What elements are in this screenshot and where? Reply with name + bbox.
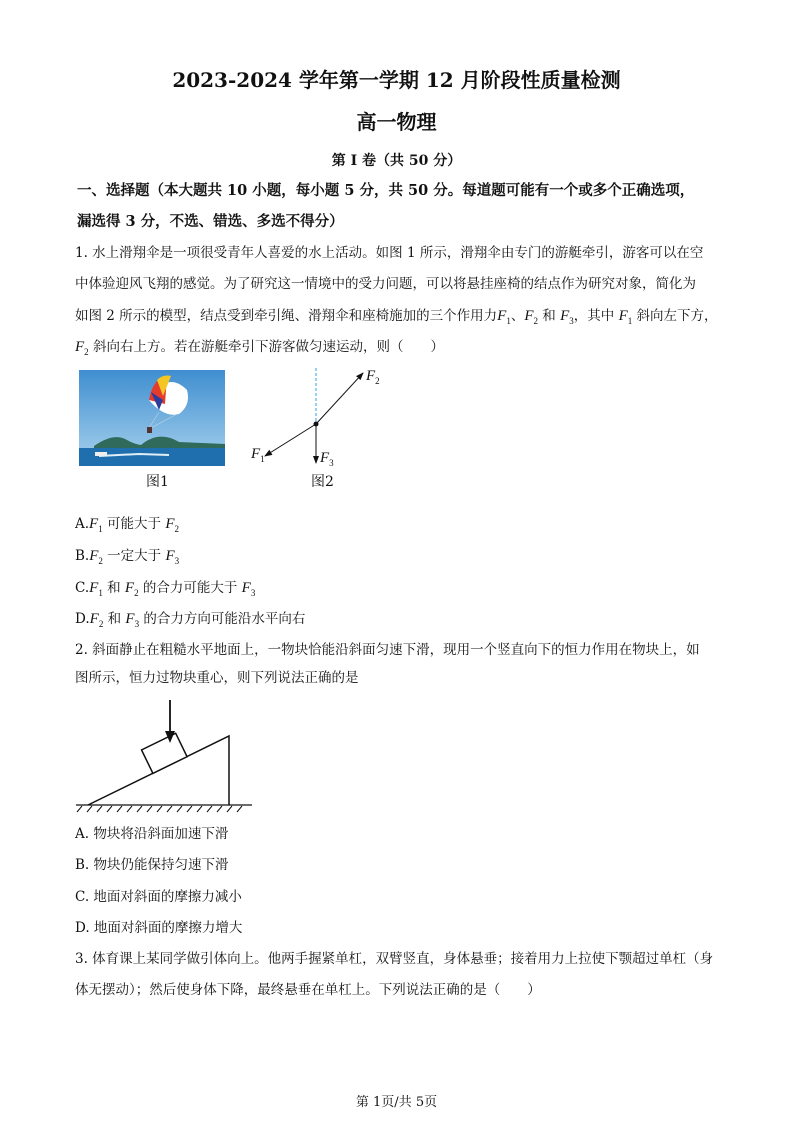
text-segment: D. [75, 611, 90, 627]
text-segment: 2. 斜面静止在粗糙水平地面上，一物块恰能沿斜面匀速下滑，现用一个竖直向下的恒力作用在物块上，如 [75, 642, 700, 658]
force-variable: $F_2$ [165, 516, 179, 534]
text-segment: A. 物块将沿斜面加速下滑 [75, 826, 229, 842]
text-segment: 如图 2 所示的模型，结点受到牵引绳、滑翔伞和座椅施加的三个作用力 [75, 308, 498, 324]
force-variable: $F_2$ [89, 611, 104, 629]
text-segment: 中体验迎风飞翔的感觉。为了研究这一情境中的受力问题，可以将悬挂座椅的结点作为研究对象，简化为 [75, 276, 696, 292]
text-segment: D. 地面对斜面的摩擦力增大 [75, 920, 243, 936]
q1-option-d[interactable] [75, 610, 305, 633]
q1-line [75, 244, 703, 262]
force-variable: $F_2$ [524, 308, 539, 326]
text-segment: 体无摆动）；然后使身体下降，最终悬垂在单杠上。下列说法正确的是（ ） [75, 982, 541, 998]
f2-label: $F_2$ [366, 368, 380, 386]
force-variable: $F_1$ [618, 308, 633, 326]
force-f1-arrow [265, 424, 316, 456]
q1-line [75, 338, 444, 361]
q3-line [75, 981, 541, 999]
exam-title: 2023-2024 学年第一学期 12 月阶段性质量检测 [172, 68, 621, 92]
figure1-caption: 图1 [146, 474, 169, 490]
text-segment: B. 物块仍能保持匀速下滑 [75, 857, 229, 873]
volume-title: 第 I 卷（共 50 分） [331, 153, 462, 169]
text-segment: 1. 水上滑翔伞是一项很受青年人喜爱的水上活动。如图 1 所示，滑翔伞由专门的游艇牵引，游客可以在空 [75, 245, 704, 261]
text-segment: A. [75, 516, 90, 532]
q3-line [75, 950, 713, 968]
force-variable: $F_2$ [124, 580, 139, 598]
text-segment: 斜向左下方， [632, 308, 718, 324]
force-f2-arrow [316, 373, 363, 424]
q1-line [75, 275, 696, 293]
force-variable: $F_3$ [241, 580, 256, 598]
force-variable: $F_2$ [89, 548, 103, 566]
q2-option-c[interactable] [75, 888, 242, 906]
section-heading-line1: 一、选择题（本大题共 10 小题，每小题 5 分，共 50 分。每道题可能有一个或多个正确选项， [77, 182, 695, 199]
q1-option-b[interactable] [75, 547, 179, 570]
subject-title: 高一物理 [356, 110, 437, 134]
text-segment: 和 [103, 611, 126, 627]
force-variable: $F_1$ [89, 580, 103, 598]
text-segment: C. [75, 580, 90, 596]
q2-option-b[interactable] [75, 856, 229, 874]
q1-line [75, 307, 718, 330]
q2-line [75, 641, 700, 659]
text-segment: 3. 体育课上某同学做引体向上。他两手握紧单杠，双臂竖直，身体悬垂；接着用力上拉使下颚超过单杠（身 [75, 951, 714, 967]
text-segment: 一定大于 [102, 548, 166, 564]
force-variable: $F_3$ [165, 548, 180, 566]
ground-hatching [77, 806, 242, 812]
parasailing-photo [79, 370, 225, 466]
force-variable: $F_1$ [497, 308, 511, 326]
knot-point [314, 422, 319, 427]
text-segment: ，其中 [573, 308, 619, 324]
q2-option-a[interactable] [75, 825, 228, 843]
section-heading-line2: 漏选得 3 分，不选、错选、多选不得分） [77, 213, 344, 230]
block [142, 733, 188, 773]
text-segment: 斜向右上方。若在游艇牵引下游客做匀速运动，则（ ） [88, 339, 444, 355]
text-segment: 、 [510, 308, 525, 324]
q1-option-c[interactable] [75, 579, 255, 602]
force-diagram [245, 366, 385, 471]
text-segment: 的合力可能大于 [138, 580, 242, 596]
text-segment: 图所示，恒力过物块重心，则下列说法正确的是 [75, 670, 359, 686]
text-segment: 和 [102, 580, 125, 596]
q1-option-a[interactable] [75, 515, 179, 538]
f3-label: $F_3$ [320, 450, 334, 468]
q2-option-d[interactable] [75, 919, 242, 937]
text-segment: 可能大于 [102, 516, 166, 532]
text-segment: 的合力方向可能沿水平向右 [139, 611, 306, 627]
force-variable: $F_2$ [75, 339, 89, 357]
page-footer: 第 1页/共 5页 [355, 1095, 438, 1110]
force-variable: $F_3$ [125, 611, 140, 629]
force-variable: $F_3$ [560, 308, 574, 326]
text-segment: B. [75, 548, 90, 564]
q2-line [75, 669, 359, 687]
f1-label: $F_1$ [251, 446, 265, 464]
text-segment: 和 [538, 308, 561, 324]
incline-diagram [74, 698, 254, 813]
figure2-caption: 图2 [311, 474, 334, 490]
text-segment: C. 地面对斜面的摩擦力减小 [75, 889, 242, 905]
force-variable: $F_1$ [89, 516, 103, 534]
